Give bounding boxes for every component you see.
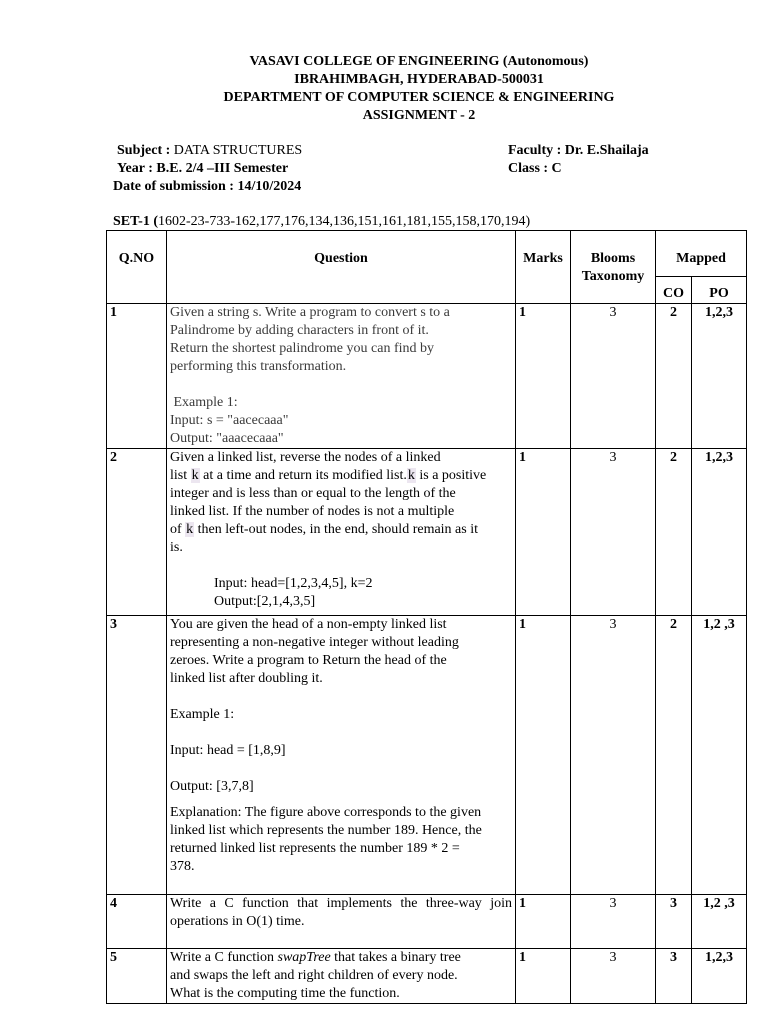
marks-cell: 1 [516,895,571,949]
variable-k: k [186,522,194,537]
explanation-line: linked list which represents the number 189. Hence, the [170,823,482,838]
date-value: 14/10/2024 [237,179,302,194]
question-line [170,949,512,967]
text-span: of [170,522,186,537]
question-text [167,895,516,949]
question-number: 3 [107,616,167,895]
co-cell: 2 [656,449,692,616]
question-line: What is the computing time the function. [170,986,400,1001]
question-line: You are given the head of a non-empty linked list [170,617,447,632]
question-line: Return the shortest palindrome you can find by [170,341,434,356]
po-cell: 1,2,3 [692,449,747,616]
text-span: then left-out nodes, in the end, should remain as it [194,522,478,537]
explanation-line: 378. [170,859,195,874]
faculty-line: Faculty : Dr. E.Shailaja [508,143,649,158]
text-span: at a time and return its modified list. [199,468,407,483]
question-text [167,949,516,1004]
variable-k: k [191,468,199,483]
marks-cell: 1 [516,449,571,616]
question-line: representing a non-negative integer without leading [170,635,459,650]
example-input: Input: head = [1,8,9] [170,743,286,758]
col-header-mapped: Mapped [656,231,747,277]
example-input: Input: s = "aacecaaa" [170,413,289,428]
blooms-cell: 3 [571,895,656,949]
question-line: performing this transformation. [170,359,347,374]
explanation-line: returned linked list represents the number 189 * 2 = [170,841,460,856]
example-output: Output: "aaacecaaa" [170,431,284,446]
department-name: DEPARTMENT OF COMPUTER SCIENCE & ENGINEERING [223,90,615,105]
col-header-qno: Q.NO [107,231,167,304]
po-cell: 1,2,3 [692,304,747,449]
submission-date-line [113,178,301,196]
table-row [107,895,747,949]
assignment-title: ASSIGNMENT - 2 [362,108,476,123]
questions-table [106,230,747,1004]
question-line: Given a linked list, reverse the nodes of a linked [170,450,441,465]
blooms-cell: 3 [571,949,656,1004]
table-row [107,949,747,1004]
question-number: 4 [107,895,167,949]
col-header-question: Question [167,231,516,304]
question-line: Palindrome by adding characters in front of it. [170,323,429,338]
text-span: list [170,468,191,483]
po-cell: 1,2 ,3 [692,895,747,949]
example-label: Example 1: [170,395,238,410]
college-address: IBRAHIMBAGH, HYDERABAD-500031 [294,72,544,87]
col-header-co: CO [656,277,692,304]
col-header-po: PO [692,277,747,304]
marks-cell: 1 [516,304,571,449]
question-number: 1 [107,304,167,449]
text-span: Write a C function [170,950,278,965]
question-line: linked list. If the number of nodes is not a multiple [170,504,455,519]
question-line: and swaps the left and right children of every node. [170,968,458,983]
table-header-row [107,231,747,277]
co-cell: 2 [656,304,692,449]
set-roll-numbers: 1602-23-733-162,177,176,134,136,151,161,181,155,158,170,194) [158,214,531,229]
question-line: Write a C function that implements the three-way join [170,896,512,911]
blooms-cell: 3 [571,304,656,449]
question-text [167,304,516,449]
set-label: SET-1 ( [113,214,159,229]
set-line [113,213,530,231]
subject-value: DATA STRUCTURES [173,143,303,158]
question-line [170,521,512,539]
question-number: 5 [107,949,167,1004]
example-output: Output: [3,7,8] [170,779,254,794]
po-cell: 1,2 ,3 [692,616,747,895]
year-line: Year : B.E. 2/4 –III Semester [117,161,289,176]
example-output: Output:[2,1,4,3,5] [214,594,316,609]
subject-label: Subject : [117,143,171,158]
question-line: is. [170,540,183,555]
marks-cell: 1 [516,949,571,1004]
question-text [167,449,516,616]
question-line: Given a string s. Write a program to convert s to a [170,305,450,320]
co-cell: 3 [656,949,692,1004]
question-number: 2 [107,449,167,616]
text-span: is a positive [415,468,487,483]
function-name: swapTree [277,950,331,965]
table-row [107,616,747,895]
date-label: Date of submission : [113,179,234,194]
question-line [170,467,512,485]
class-line: Class : C [508,161,562,176]
variable-k: k [407,468,415,483]
po-cell: 1,2,3 [692,949,747,1004]
co-cell: 2 [656,616,692,895]
co-cell: 3 [656,895,692,949]
explanation-line: Explanation: The figure above corresponds to the given [170,805,482,820]
col-header-blooms: Blooms Taxonomy [571,231,656,304]
blooms-cell: 3 [571,449,656,616]
subject-line [117,142,302,160]
blooms-cell: 3 [571,616,656,895]
table-row [107,449,747,616]
col-header-marks: Marks [516,231,571,304]
table-row [107,304,747,449]
question-line: zeroes. Write a program to Return the head of the [170,653,447,668]
question-line: integer and is less than or equal to the length of the [170,486,456,501]
college-name: VASAVI COLLEGE OF ENGINEERING (Autonomous) [249,54,589,69]
example-label: Example 1: [170,707,235,722]
marks-cell: 1 [516,616,571,895]
text-span: that takes a binary tree [330,950,461,965]
question-line: linked list after doubling it. [170,671,323,686]
question-line: operations in O(1) time. [170,914,305,929]
question-text [167,616,516,895]
example-input: Input: head=[1,2,3,4,5], k=2 [214,576,373,591]
